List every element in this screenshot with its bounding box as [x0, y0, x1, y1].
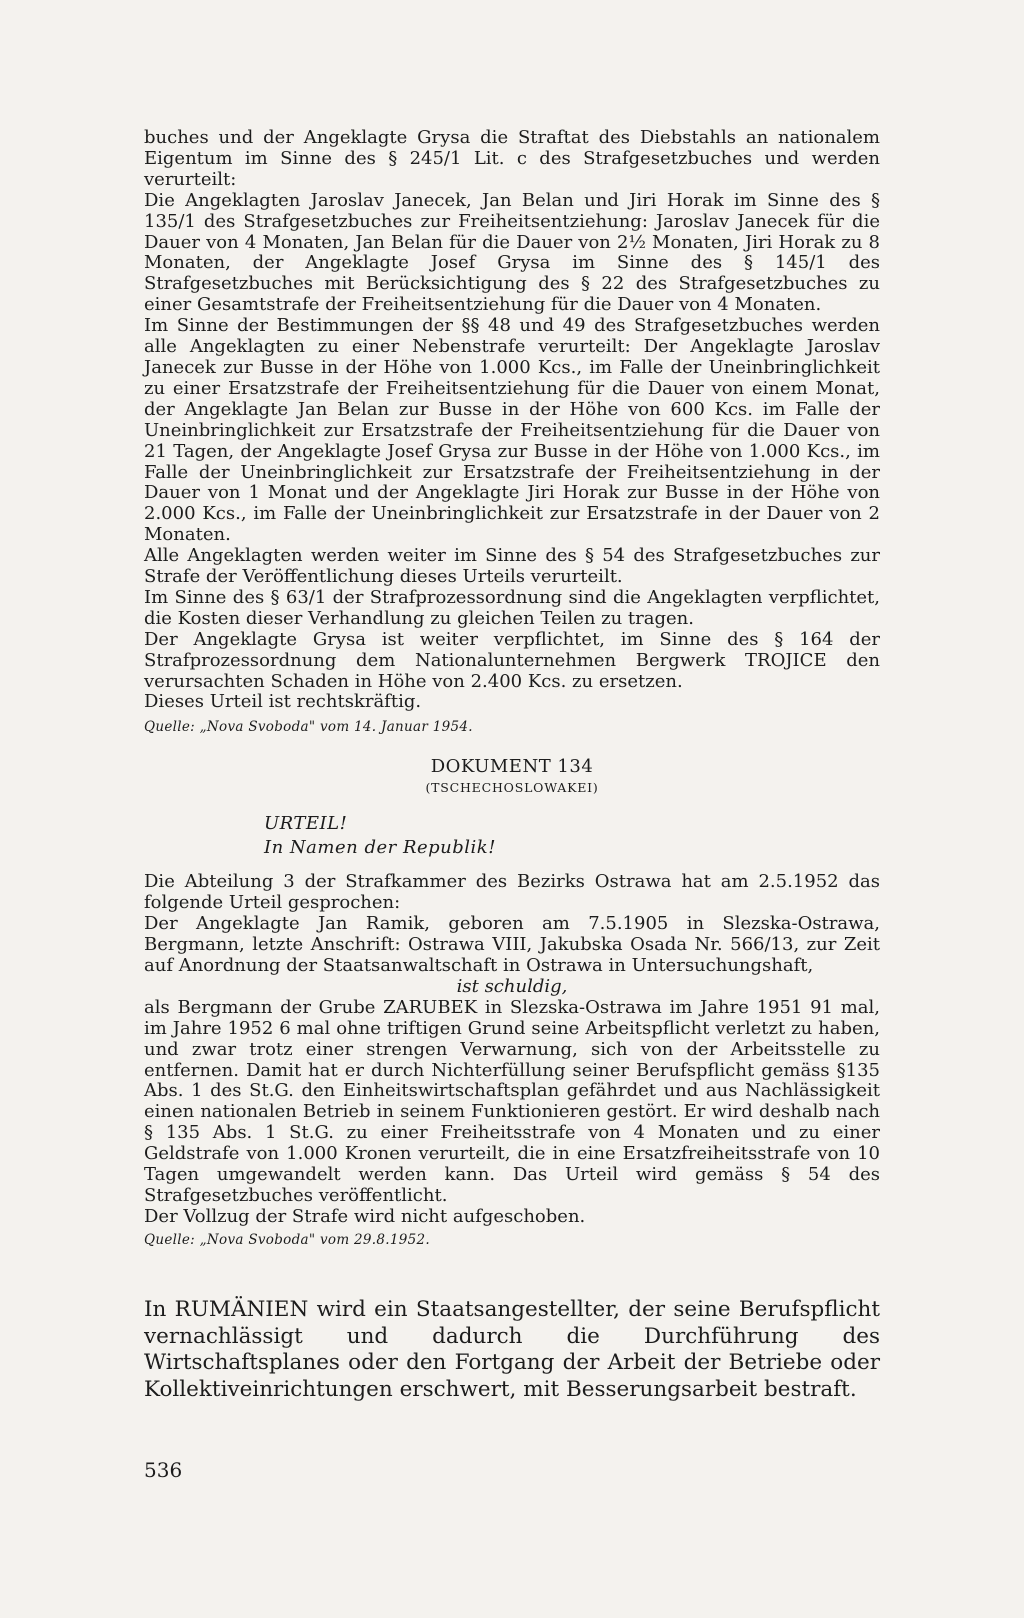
guilty-line: ist schuldig, — [456, 975, 568, 997]
page-number: 536 — [144, 1458, 183, 1482]
rumania-paragraph: In RUMÄNIEN wird ein Staatsangestellter, der seine Berufspflicht vernachlässigt und dadurch die Durchführung des Wirtschaftsplanes oder den Fortgang der Arbeit der Betriebe oder Kollektiveinrichtungen erschwert, mit Besserungsarbeit bestraft. — [144, 1297, 880, 1402]
paragraph: Der Vollzug der Strafe wird nicht aufgeschoben. — [144, 1205, 586, 1227]
paragraph: als Bergmann der Grube ZARUBEK in Slezska-Ostrawa im Jahre 1951 91 mal, im Jahre 1952 6 mal ohne triftigen Grund seine Arbeitspflicht verletzt zu haben, und zwar trotz einer strengen Verwarnung, sich von der Arbeitsstelle zu entfernen. Damit hat er durch Nichterfüllung seiner Berufspflicht gemäss §135 Abs. 1 des St.G. den Einheitswirtschaftsplan gefährdet und aus Nachlässigkeit einen nationalen Betrieb in seinem Funktionieren gestört. Er wird deshalb nach § 135 Abs. 1 St.G. zu einer Freiheitsstrafe von 4 Monaten und zu einer Geldstrafe von 1.000 Kronen verurteilt, die in eine Ersatzfreiheitsstrafe von 10 Tagen umgewandelt werden kann. Das Urteil wird gemäss § 54 des Strafgesetzbuches veröffentlicht. — [144, 996, 880, 1206]
document-subtitle: (TSCHECHOSLOWAKEI) — [425, 780, 599, 796]
verdict-subheading: In Namen der Republik! — [264, 837, 496, 859]
paragraph: Die Abteilung 3 der Strafkammer des Bezirks Ostrawa hat am 2.5.1952 das folgende Urteil gesprochen: — [144, 871, 880, 914]
verdict-heading: URTEIL! — [264, 813, 348, 835]
document-body — [144, 128, 880, 1249]
paragraph: Alle Angeklagten werden weiter im Sinne des § 54 des Strafgesetzbuches zur Strafe der Veröffentlichung dieses Urteils verurteilt. — [144, 545, 880, 588]
paragraph: Dieses Urteil ist rechtskräftig. — [144, 691, 422, 713]
paragraph: buches und der Angeklagte Grysa die Straftat des Diebstahls an nationalem Eigentum im Sinne des § 245/1 Lit. c des Strafgesetzbuches und werden verurteilt: — [144, 127, 880, 190]
paragraph: Im Sinne des § 63/1 der Strafprozessordnung sind die Angeklagten verpflichtet, die Kosten dieser Verhandlung zu gleichen Teilen zu tragen. — [144, 586, 880, 629]
paragraph: Die Angeklagten Jaroslav Janecek, Jan Belan und Jiri Horak im Sinne des § 135/1 des Strafgesetzbuches zur Freiheitsentziehung: Jaroslav Janecek für die Dauer von 4 Monaten, Jan Belan für die Dauer von 2½ Monaten, Jiri Horak zu 8 Monaten, der Angeklagte Josef Grysa im Sinne des § 145/1 des Strafgesetzbuches mit Berücksichtigung des § 22 des Strafgesetzbuches zu einer Gesamtstrafe der Freiheitsentziehung für die Dauer von 4 Monaten. — [144, 189, 880, 316]
source-citation: Quelle: „Nova Svoboda" vom 29.8.1952. — [144, 1231, 431, 1248]
paragraph: Der Angeklagte Grysa ist weiter verpflichtet, im Sinne des § 164 der Strafprozessordnung dem Nationalunternehmen Bergwerk TROJICE den verursachten Schaden in Höhe von 2.400 Kcs. zu ersetzen. — [144, 628, 880, 692]
paragraph: Im Sinne der Bestimmungen der §§ 48 und 49 des Strafgesetzbuches werden alle Angeklagten zu einer Nebenstrafe verurteilt: Der Angeklagte Jaroslav Janecek zur Busse in der Höhe von 1.000 Kcs., im Falle der Uneinbringlichkeit zu einer Ersatzstrafe der Freiheitsentziehung für die Dauer von einem Monat, der Angeklagte Jan Belan zur Busse in der Höhe von 600 Kcs. im Falle der Uneinbringlichkeit zur Ersatzstrafe der Freiheitsentziehung für die Dauer von 21 Tagen, der Angeklagte Josef Grysa zur Busse in der Höhe von 1.000 Kcs., im Falle der Uneinbringlichkeit zur Ersatzstrafe der Freiheitsentziehung in der Dauer von 1 Monat und der Angeklagte Jiri Horak zur Busse in der Höhe von 2.000 Kcs., im Falle der Uneinbringlichkeit zur Ersatzstrafe in der Dauer von 2 Monaten. — [144, 315, 880, 546]
document-title: DOKUMENT 134 — [430, 756, 594, 778]
source-citation: Quelle: „Nova Svoboda" vom 14. Januar 1954. — [144, 719, 473, 736]
paragraph: Der Angeklagte Jan Ramik, geboren am 7.5.1905 in Slezska-Ostrawa, Bergmann, letzte Anschrift: Ostrawa VIII, Jakubska Osada Nr. 566/13, zur Zeit auf Anordnung der Staatsanwaltschaft in Ostrawa in Untersuchungshaft, — [144, 913, 880, 976]
